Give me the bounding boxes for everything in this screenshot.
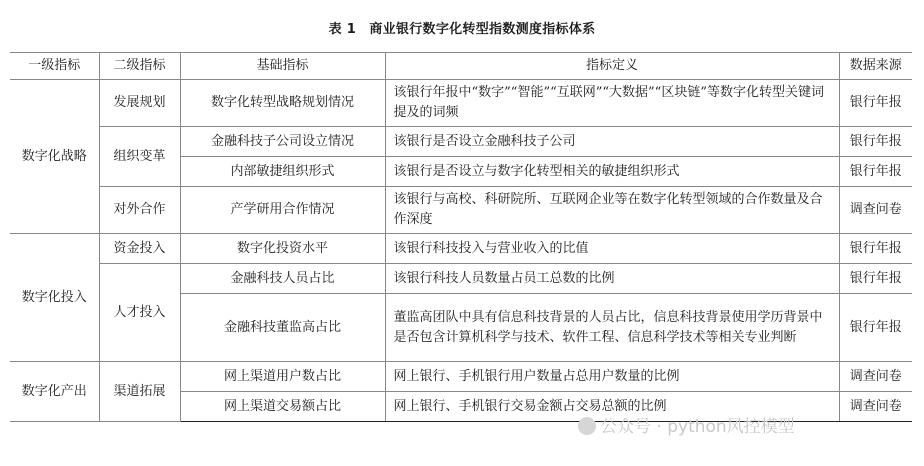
header-basic: 基础指标 — [180, 53, 385, 80]
definition-cell: 董监高团队中具有信息科技背景的人员占比，信息科技背景使用学历背景中是否包含计算机科学与技术、软件工程、信息科学技术等相关专业判断 — [385, 294, 839, 362]
definition-cell: 该银行是否设立金融科技子公司 — [385, 127, 839, 157]
source-cell: 银行年报 — [839, 157, 912, 187]
level2-cell: 组织变革 — [99, 127, 180, 187]
level2-cell: 对外合作 — [99, 187, 180, 234]
source-cell: 银行年报 — [839, 264, 912, 294]
source-cell: 调查问卷 — [839, 392, 912, 422]
table-row — [10, 264, 912, 294]
basic-cell: 内部敏捷组织形式 — [180, 157, 385, 187]
basic-cell: 金融科技董监高占比 — [180, 294, 385, 362]
watermark-text: 公众号 · python风控模型 — [600, 417, 795, 437]
header-source: 数据来源 — [839, 53, 912, 80]
definition-cell: 该银行科技人员数量占员工总数的比例 — [385, 264, 839, 294]
header-level1: 一级指标 — [10, 53, 99, 80]
table-row — [10, 234, 912, 264]
table-row — [10, 362, 912, 392]
level1-cell: 数字化投入 — [10, 234, 99, 362]
basic-cell: 网上渠道用户数占比 — [180, 362, 385, 392]
level2-cell: 发展规划 — [99, 80, 180, 127]
source-cell: 银行年报 — [839, 127, 912, 157]
header-definition: 指标定义 — [385, 53, 839, 80]
basic-cell: 数字化转型战略规划情况 — [180, 80, 385, 127]
definition-cell: 网上银行、手机银行交易金额占交易总额的比例 — [385, 392, 839, 422]
header-level2: 二级指标 — [99, 53, 180, 80]
table-row — [10, 187, 912, 234]
basic-cell: 数字化投资水平 — [180, 234, 385, 264]
level2-cell: 人才投入 — [99, 264, 180, 362]
source-cell: 调查问卷 — [839, 187, 912, 234]
source-cell: 银行年报 — [839, 294, 912, 362]
table-title: 表 1 商业银行数字化转型指数测度指标体系 — [328, 22, 596, 37]
source-cell: 银行年报 — [839, 80, 912, 127]
table-row — [10, 127, 912, 157]
level1-cell: 数字化产出 — [10, 362, 99, 422]
definition-cell: 网上银行、手机银行用户数量占总用户数量的比例 — [385, 362, 839, 392]
basic-cell: 网上渠道交易额占比 — [180, 392, 385, 422]
definition-cell: 该银行科技投入与营业收入的比值 — [385, 234, 839, 264]
definition-cell: 该银行与高校、科研院所、互联网企业等在数字化转型领域的合作数量及合作深度 — [385, 187, 839, 234]
basic-cell: 产学研用合作情况 — [180, 187, 385, 234]
basic-cell: 金融科技子公司设立情况 — [180, 127, 385, 157]
basic-cell: 金融科技人员占比 — [180, 264, 385, 294]
table-row — [10, 80, 912, 127]
indicator-table — [10, 52, 912, 422]
level2-cell: 渠道拓展 — [99, 362, 180, 422]
level1-cell: 数字化战略 — [10, 80, 99, 234]
definition-cell: 该银行是否设立与数字化转型相关的敏捷组织形式 — [385, 157, 839, 187]
source-cell: 银行年报 — [839, 234, 912, 264]
source-cell: 调查问卷 — [839, 362, 912, 392]
level2-cell: 资金投入 — [99, 234, 180, 264]
header-row — [10, 53, 912, 80]
definition-cell: 该银行年报中“数字”“智能”“互联网”“大数据”“区块链”等数字化转型关键词提及的词频 — [385, 80, 839, 127]
